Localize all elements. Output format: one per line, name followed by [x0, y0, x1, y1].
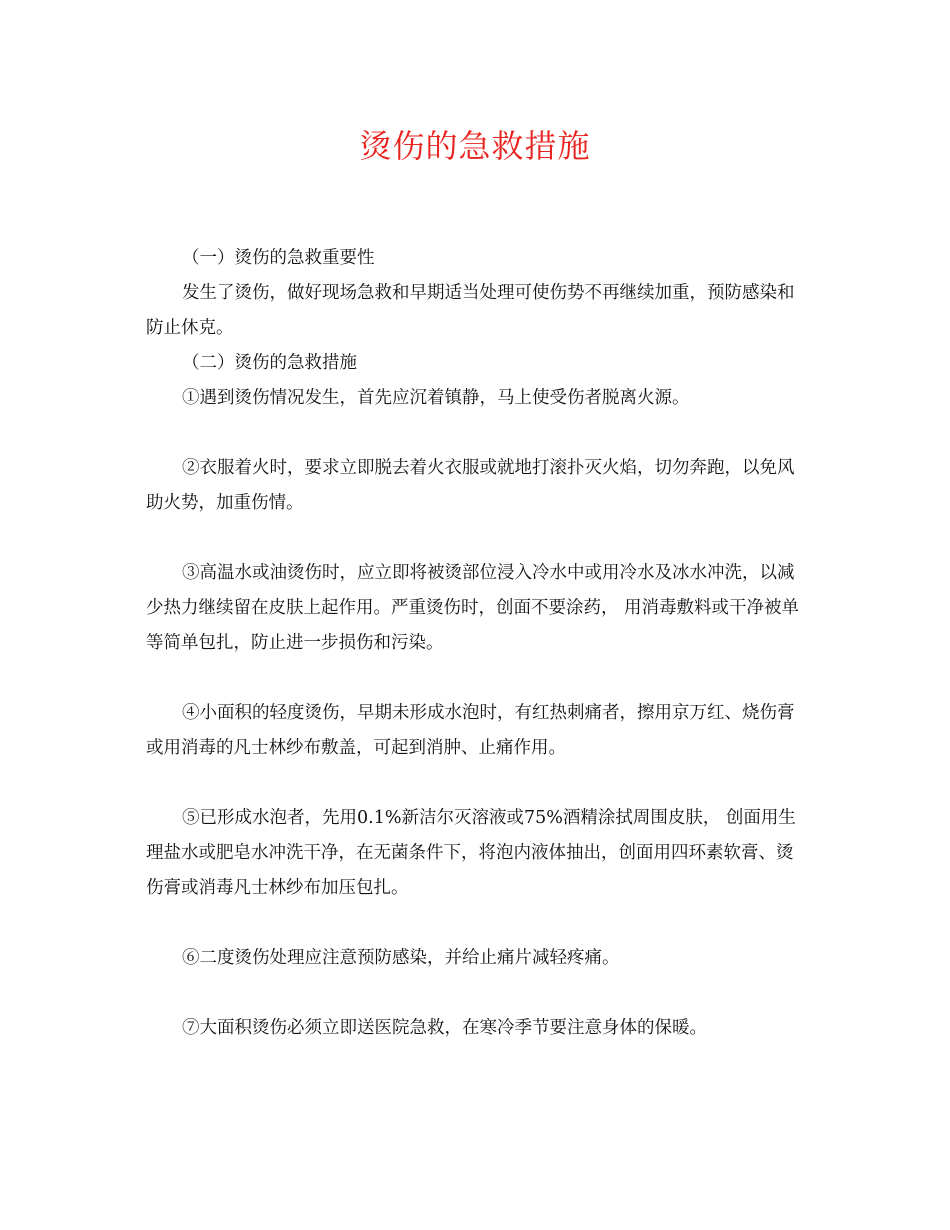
section-heading-importance: （一）烫伤的急救重要性 [182, 248, 375, 268]
document-body [146, 241, 810, 1046]
paragraph-measure-3: ③高温水或油烫伤时，应立即将被烫部位浸入冷水中或用冷水及冰水冲洗，以减少热力继续留在皮肤上起作用。严重烫伤时，创面不要涂药， 用消毒敷料或干净被单等简单包扎，防止进一步损伤和污染。 [146, 563, 800, 653]
paragraph-spacer [146, 976, 810, 1011]
paragraph-measure-1: ①遇到烫伤情况发生，首先应沉着镇静，马上使受伤者脱离火源。 [182, 388, 690, 408]
paragraph-spacer [146, 416, 810, 451]
paragraph-measure-4: ④小面积的轻度烫伤，早期未形成水泡时，有红热刺痛者，擦用京万红、烧伤膏或用消毒的凡士林纱布敷盖，可起到消肿、止痛作用。 [146, 703, 795, 758]
paragraph-spacer [146, 521, 810, 556]
paragraph-measure-2: ②衣服着火时，要求立即脱去着火衣服或就地打滚扑灭火焰，切勿奔跑，以免风助火势，加重伤情。 [146, 458, 795, 513]
paragraph-measure-6: ⑥二度烫伤处理应注意预防感染，并给止痛片减轻疼痛。 [182, 948, 620, 968]
paragraph-importance: 发生了烫伤，做好现场急救和早期适当处理可使伤势不再继续加重，预防感染和防止休克。 [146, 283, 795, 338]
paragraph-measure-5: ⑤已形成水泡者，先用0.1%新洁尔灭溶液或75%酒精涂拭周围皮肤， 创面用生理盐水或肥皂水冲洗干净，在无菌条件下，将泡内液体抽出，创面用四环素软膏、烫伤膏或消毒凡士林纱布加压包扎。 [146, 808, 796, 898]
paragraph-spacer [146, 766, 810, 801]
paragraph-spacer [146, 661, 810, 696]
document-title: 烫伤的急救措施 [359, 127, 591, 165]
section-heading-measures: （二）烫伤的急救措施 [182, 353, 357, 373]
paragraph-spacer [146, 906, 810, 941]
paragraph-measure-7: ⑦大面积烫伤必须立即送医院急救，在寒冷季节要注意身体的保暖。 [182, 1018, 707, 1038]
